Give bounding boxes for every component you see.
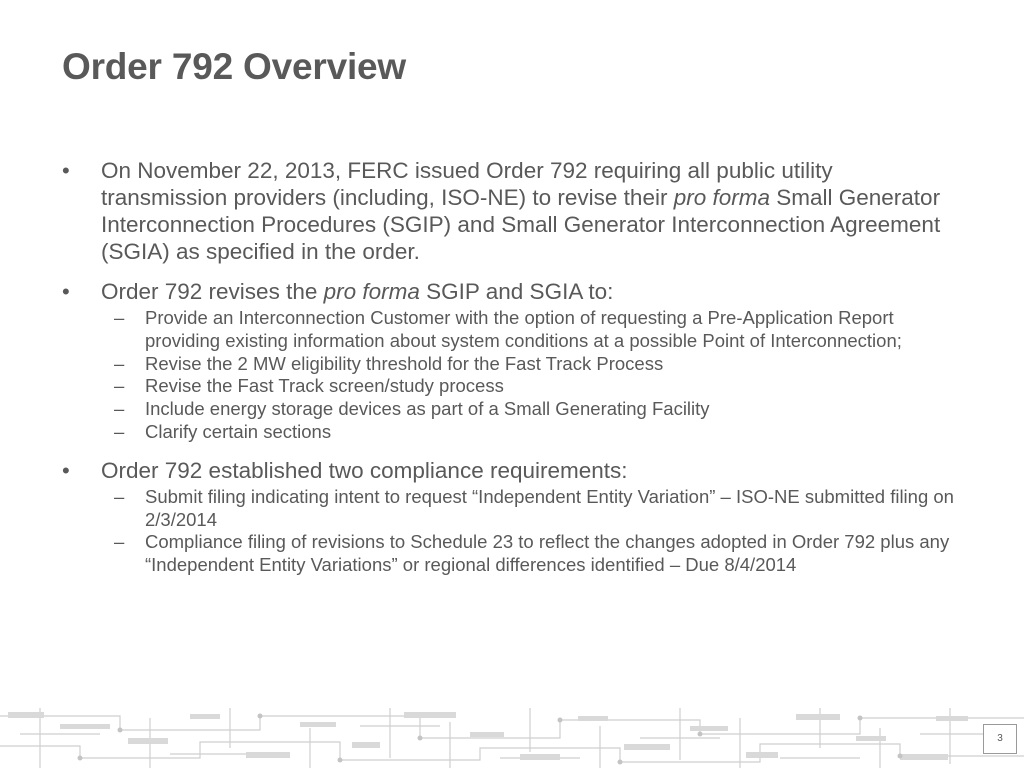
bullet-text: Order 792 established two compliance requirements:	[101, 457, 628, 483]
bullet-item	[62, 278, 962, 444]
circuit-decoration	[0, 708, 1024, 768]
sub-bullet-item: – Compliance filing of revisions to Schedule 23 to reflect the changes adopted in Order 792 plus any “Independent Entity Variations” or regional differences identified – Due 8/4/2014	[114, 531, 950, 576]
dash-marker: –	[114, 352, 125, 374]
slide-content	[62, 157, 962, 590]
bullet-marker: •	[62, 279, 70, 304]
page-number: 3	[983, 724, 1017, 754]
bullet-text: On November 22, 2013, FERC issued Order 792 requiring all public utility transmission providers (including, ISO-NE) to revise their pro forma Small Generator Interconnection Procedures (SGIP) and Small Generator Interconnection Agreement (SGIA) as specified in the order.	[101, 158, 941, 264]
dash-marker: –	[114, 375, 125, 397]
sub-bullet-item: – Clarify certain sections	[114, 420, 332, 442]
dash-marker: –	[114, 398, 125, 420]
dash-marker: –	[114, 307, 125, 328]
dash-marker: –	[114, 485, 125, 507]
dash-marker: –	[114, 420, 125, 442]
bullet-marker: •	[62, 158, 70, 183]
slide-title: Order 792 Overview	[62, 46, 406, 87]
bullet-text: Order 792 revises the pro forma SGIP and SGIA to:	[101, 279, 614, 304]
bullet-item	[62, 457, 962, 577]
sub-bullet-item: – Submit filing indicating intent to request “Independent Entity Variation” – ISO-NE submitted filing on 2/3/2014	[114, 485, 954, 530]
sub-bullet-list	[101, 486, 962, 577]
sub-bullet-item: – Revise the Fast Track screen/study process	[114, 375, 504, 397]
bullet-marker: •	[62, 457, 70, 483]
sub-bullet-item: – Revise the 2 MW eligibility threshold for the Fast Track Process	[114, 352, 664, 374]
bullet-item	[62, 157, 962, 265]
sub-bullet-list	[101, 307, 962, 444]
sub-bullet-item: – Include energy storage devices as part of a Small Generating Facility	[114, 398, 710, 420]
sub-bullet-item: – Provide an Interconnection Customer with the option of requesting a Pre-Application Report providing existing information about system conditions at a possible Point of Interconnection;	[114, 307, 902, 351]
dash-marker: –	[114, 531, 125, 553]
